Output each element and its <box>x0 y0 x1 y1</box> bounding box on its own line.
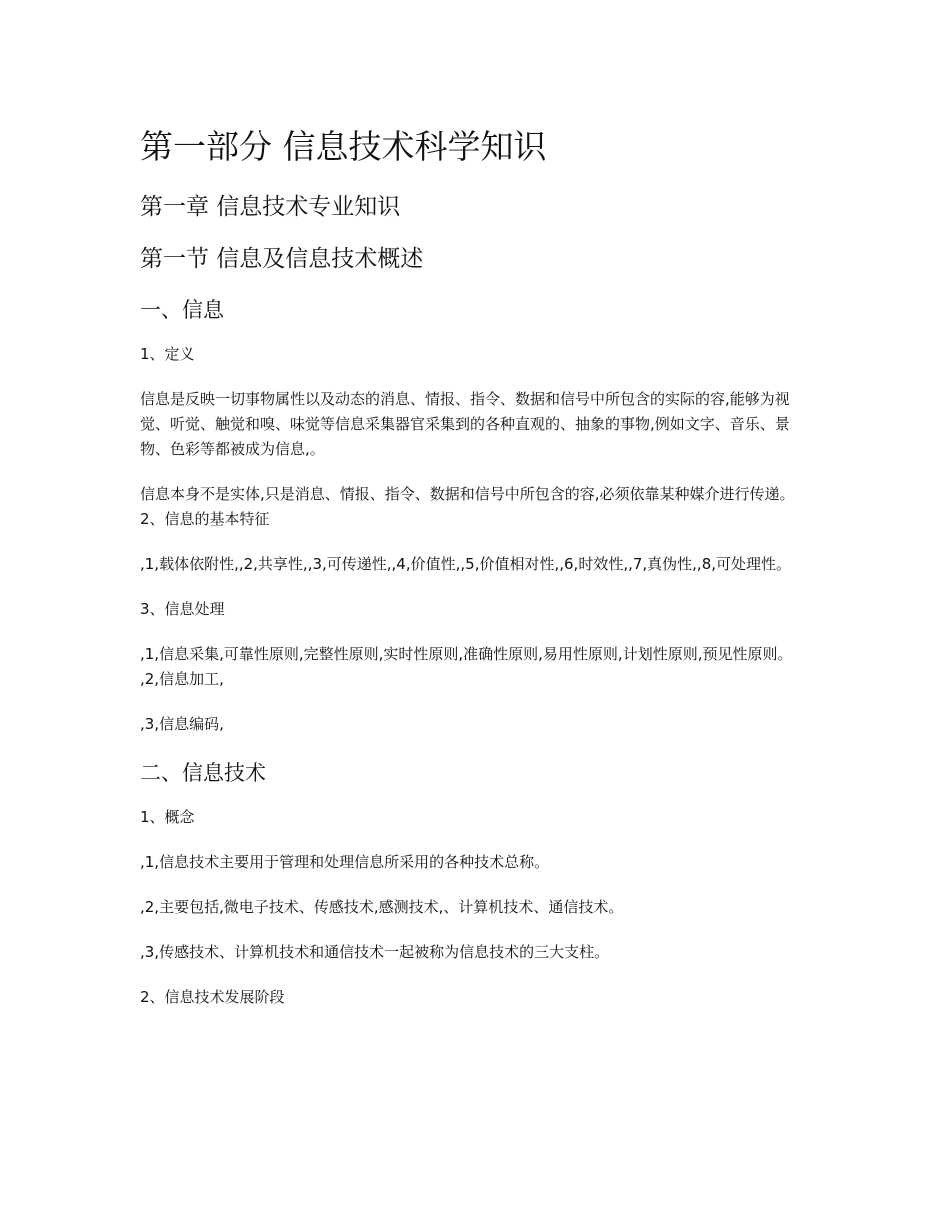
paragraph-media: 信息本身不是实体,只是消息、情报、指令、数据和信号中所包含的容,必须依靠某种媒介进行传递。 2、信息的基本特征 <box>140 485 795 528</box>
paragraph-concept-2: ,2,主要包括,微电子技术、传感技术,感测技术,、计算机技术、通信技术。 <box>140 898 624 916</box>
item-concept: 1、概念 <box>140 808 195 826</box>
paragraph-definition: 信息是反映一切事物属性以及动态的消息、情报、指令、数据和信号中所包含的实际的容,能够为视觉、听觉、触觉和嗅、味觉等信息采集器官采集到的各种直观的、抽象的事物,例如文字、音乐、景物、色彩等都被成为信息,。 <box>140 390 790 458</box>
paragraph-concept-1: ,1,信息技术主要用于管理和处理信息所采用的各种技术总称。 <box>140 853 550 871</box>
heading-information-technology: 二、信息技术 <box>140 761 266 785</box>
paragraph-concept-3: ,3,传感技术、计算机技术和通信技术一起被称为信息技术的三大支柱。 <box>140 943 610 961</box>
part-title: 第一部分 信息技术科学知识 <box>140 127 547 166</box>
paragraph-encoding: ,3,信息编码, <box>140 715 224 733</box>
paragraph-collection: ,1,信息采集,可靠性原则,完整性原则,实时性原则,准确性原则,易用性原则,计划性原则,预见性原则。 ,2,信息加工, <box>140 645 793 688</box>
paragraph-features: ,1,载体依附性,,2,共享性,,3,可传递性,,4,价值性,,5,价值相对性,,6,时效性,,7,真伪性,,8,可处理性。 <box>140 555 792 573</box>
item-development-stages: 2、信息技术发展阶段 <box>140 988 285 1006</box>
heading-information: 一、信息 <box>140 298 224 322</box>
section-title: 第一节 信息及信息技术概述 <box>140 246 424 272</box>
item-definition: 1、定义 <box>140 345 195 363</box>
chapter-title: 第一章 信息技术专业知识 <box>140 194 401 220</box>
item-processing: 3、信息处理 <box>140 600 225 618</box>
